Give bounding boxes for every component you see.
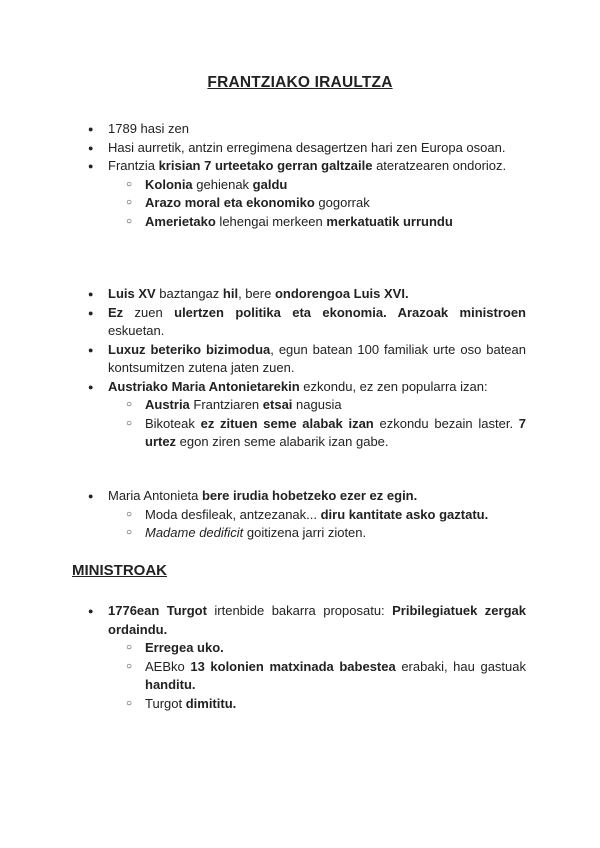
section-title: MINISTROAK (72, 562, 167, 579)
list-item: ● Frantzia krisian 7 urteetako gerran galtzaile ateratzearen ondorioz. (0, 157, 526, 176)
sub-list-item: ○ Arazo moral eta ekonomiko gogorrak (0, 194, 526, 213)
bullet-list-intro (0, 120, 600, 231)
list-item: ● Hasi aurretik, antzin erregimena desagertzen hari zen Europa osoan. (0, 139, 526, 158)
list-item: ● Luis XV baztangaz hil, bere ondorengoa Luis XVI. (0, 285, 526, 304)
list-item: ● Austriako Maria Antonietarekin ezkondu, ez zen popularra izan: (0, 378, 526, 397)
list-item: ● Ez zuen ulertzen politika eta ekonomia. Arazoak ministroen eskuetan. (0, 304, 526, 341)
page-title: FRANTZIAKO IRAULTZA (207, 74, 393, 91)
sub-list-item: ○ AEBko 13 kolonien matxinada babestea erabaki, hau gastuak handitu. (0, 658, 526, 695)
sub-list-item: ○ Bikoteak ez zituen seme alabak izan ezkondu bezain laster. 7 urtez egon ziren seme alabarik izan gabe. (0, 415, 526, 452)
bullet-list-ministers (0, 602, 600, 713)
bullet-list-antoinette (0, 487, 600, 543)
list-item: ● 1776ean Turgot irtenbide bakarra proposatu: Pribilegiatuek zergak ordaindu. (0, 602, 526, 639)
sub-list-item: ○ Erregea uko. (0, 639, 526, 658)
sub-list-item: ○ Moda desfileak, antzezanak... diru kantitate asko gaztatu. (0, 506, 526, 525)
sub-list-item: ○ Amerietako lehengai merkeen merkatuatik urrundu (0, 213, 526, 232)
bullet-list-louis (0, 285, 600, 452)
sub-list-item: ○ Turgot dimititu. (0, 695, 526, 714)
list-item: ● Luxuz beteriko bizimodua, egun batean 100 familiak urte oso batean kontsumitzen zutena jaten zuen. (0, 341, 526, 378)
sub-list-item: ○ Kolonia gehienak galdu (0, 176, 526, 195)
sub-list-item: ○ Madame dedificit goitizena jarri zioten. (0, 524, 526, 543)
list-item: ● Maria Antonieta bere irudia hobetzeko ezer ez egin. (0, 487, 526, 506)
list-item: ● 1789 hasi zen (0, 120, 526, 139)
sub-list-item: ○ Austria Frantziaren etsai nagusia (0, 396, 526, 415)
